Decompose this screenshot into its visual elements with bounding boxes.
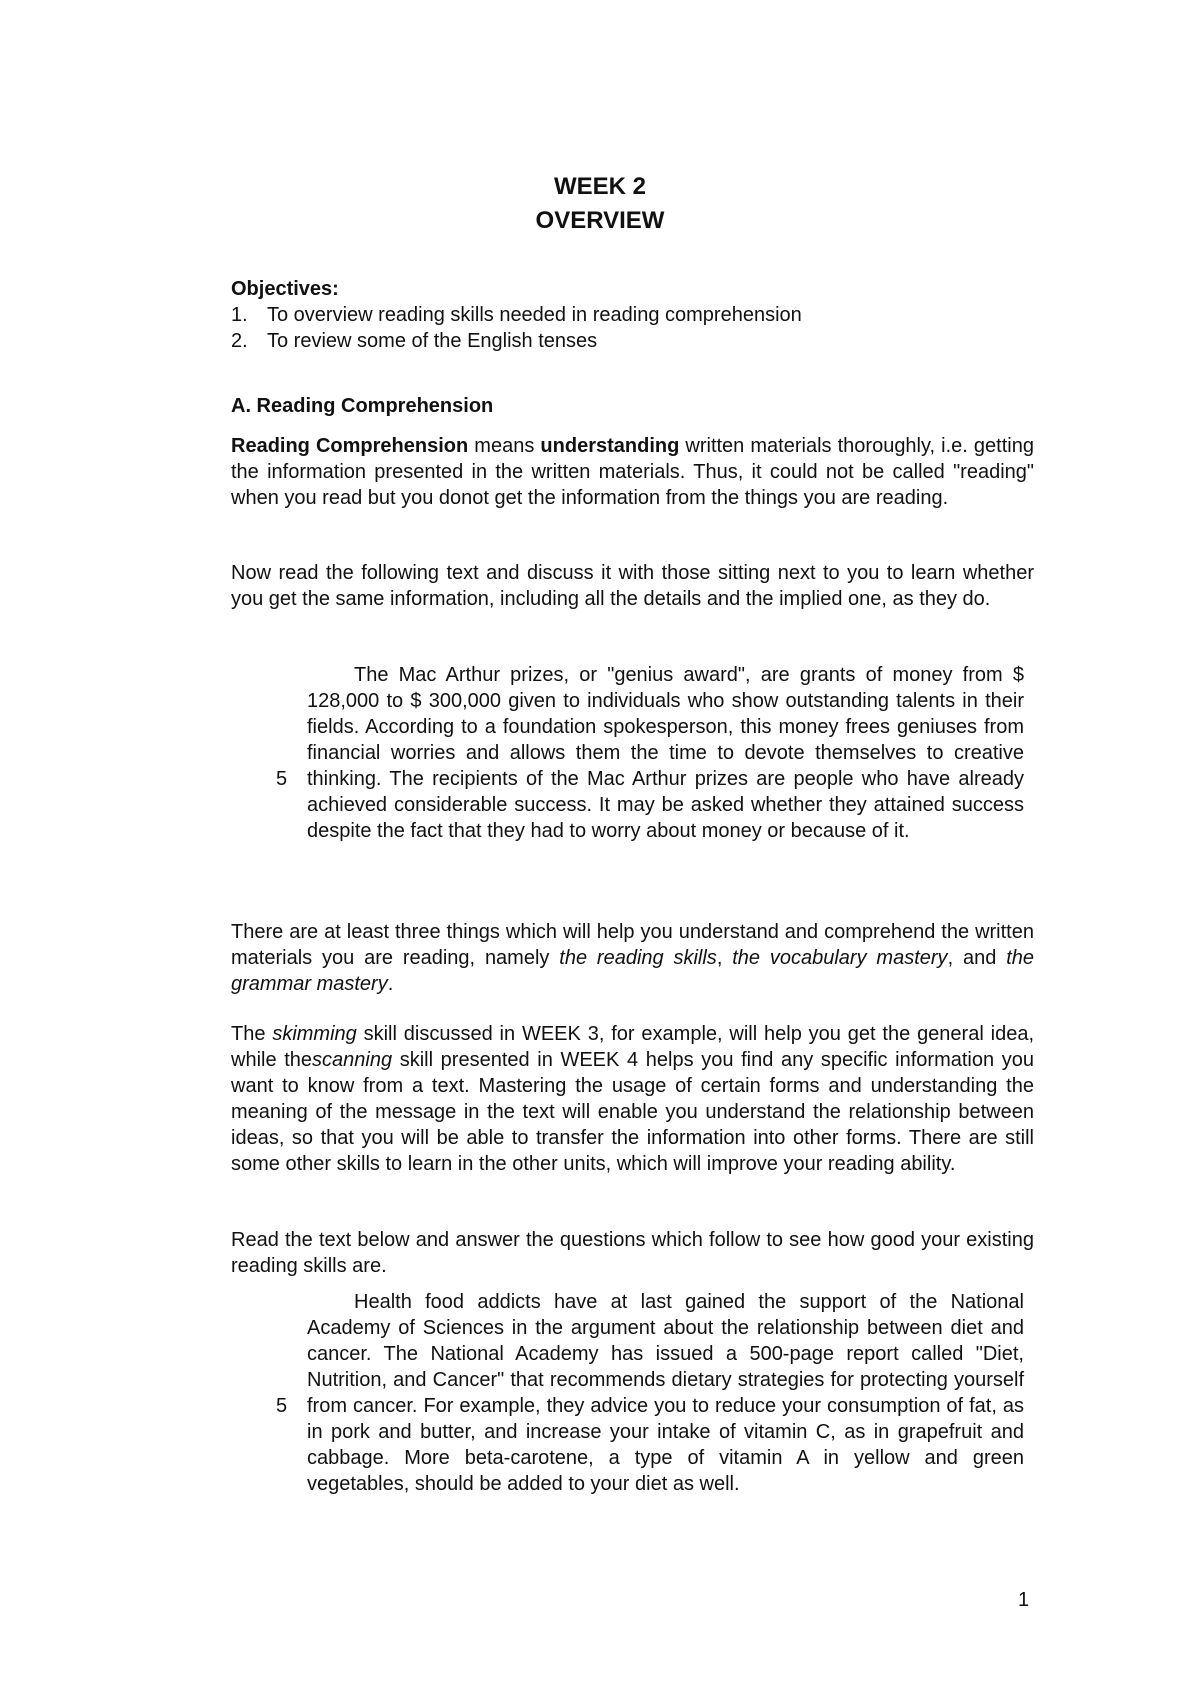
- emphasis-scanning: scanning: [312, 1049, 393, 1071]
- emphasis-skimming: skimming: [272, 1023, 357, 1045]
- objective-number: 1.: [231, 304, 248, 326]
- objective-item: [231, 328, 1034, 354]
- objectives-list: [231, 302, 1034, 354]
- instruction-paragraph-2: Read the text below and answer the questions which follow to see how good your existing reading skills are.: [231, 1229, 1034, 1277]
- emphasis-reading-skills: the reading skills: [559, 947, 717, 969]
- paragraph-text: skill discussed in WEEK 3, for example, will help you get the general idea, while the: [231, 1023, 1034, 1071]
- reading-passage-2: [307, 1289, 1024, 1497]
- definition-text: written materials thoroughly, i.e. getting the information presented in the written materials. Thus, it could not be called "reading" when you read but you donot get the information from the things you are reading.: [231, 435, 1034, 509]
- paragraph-text: , and: [947, 947, 1007, 969]
- definition-keyword: understanding: [540, 435, 680, 457]
- objectives-heading: Objectives:: [231, 278, 339, 300]
- paragraph-text: ,: [716, 947, 733, 969]
- paragraph-text: .: [387, 973, 394, 995]
- page-number: 1: [1018, 1589, 1030, 1611]
- line-number-marker: 5: [276, 1395, 288, 1417]
- objective-item: [231, 302, 1034, 328]
- paragraph-text: skill presented in WEEK 4 helps you find any specific information you want to know from a text. Mastering the usage of certain forms and understanding the meaning of the message in the text will enable you understand the relationship between ideas, so that you will be able to transfer the information into other forms. There are still some other skills to learn in the other units, which will improve your reading ability.: [231, 1049, 1034, 1175]
- objectives-section: [231, 276, 1034, 354]
- definition-paragraph: [231, 433, 1034, 511]
- page-title: OVERVIEW: [535, 207, 665, 234]
- passage-text: The Mac Arthur prizes, or "genius award", are grants of money from $ 128,000 to $ 300,000 given to individuals who show outstanding talents in their fields. According to a foundation spokesperson, this money frees geniuses from financial worries and allows them the time to devote themselves to creative thinking. The recipients of the Mac Arthur prizes are people who have already achieved considerable success. It may be asked whether they attained success despite the fact that they had to worry about money or because of it.: [307, 664, 1024, 842]
- line-number-marker: 5: [276, 768, 288, 790]
- objective-text: To review some of the English tenses: [267, 330, 598, 352]
- passage-text: Health food addicts have at last gained the support of the National Academy of Sciences in the argument about the relationship between diet and cancer. The National Academy has issued a 500-page report called "Diet, Nutrition, and Cancer" that recommends dietary strategies for protecting yourself from cancer. For example, they advice you to reduce your consumption of fat, as in pork and butter, and increase your intake of vitamin C, as in grapefruit and cabbage. More beta-carotene, a type of vitamin A in yellow and green vegetables, should be added to your diet as well.: [307, 1291, 1024, 1495]
- paragraph-text: There are at least three things which will help you understand and comprehend the written materials you are reading, namely: [231, 921, 1034, 969]
- definition-text: means: [468, 435, 541, 457]
- instruction-paragraph: Now read the following text and discuss it with those sitting next to you to learn whether you get the same information, including all the details and the implied one, as they do.: [231, 562, 1034, 610]
- section-a-heading: A. Reading Comprehension: [231, 395, 494, 417]
- objective-number: 2.: [231, 330, 248, 352]
- paragraph-text: The: [231, 1023, 273, 1045]
- three-things-paragraph: [231, 919, 1034, 997]
- week-heading: WEEK 2: [553, 173, 646, 200]
- reading-passage-1: [307, 662, 1024, 844]
- objective-text: To overview reading skills needed in reading comprehension: [267, 304, 802, 326]
- definition-term: Reading Comprehension: [231, 435, 469, 457]
- emphasis-grammar-mastery: the grammar mastery: [231, 947, 1034, 995]
- emphasis-vocabulary-mastery: the vocabulary mastery: [732, 947, 948, 969]
- skimming-paragraph: [231, 1021, 1034, 1177]
